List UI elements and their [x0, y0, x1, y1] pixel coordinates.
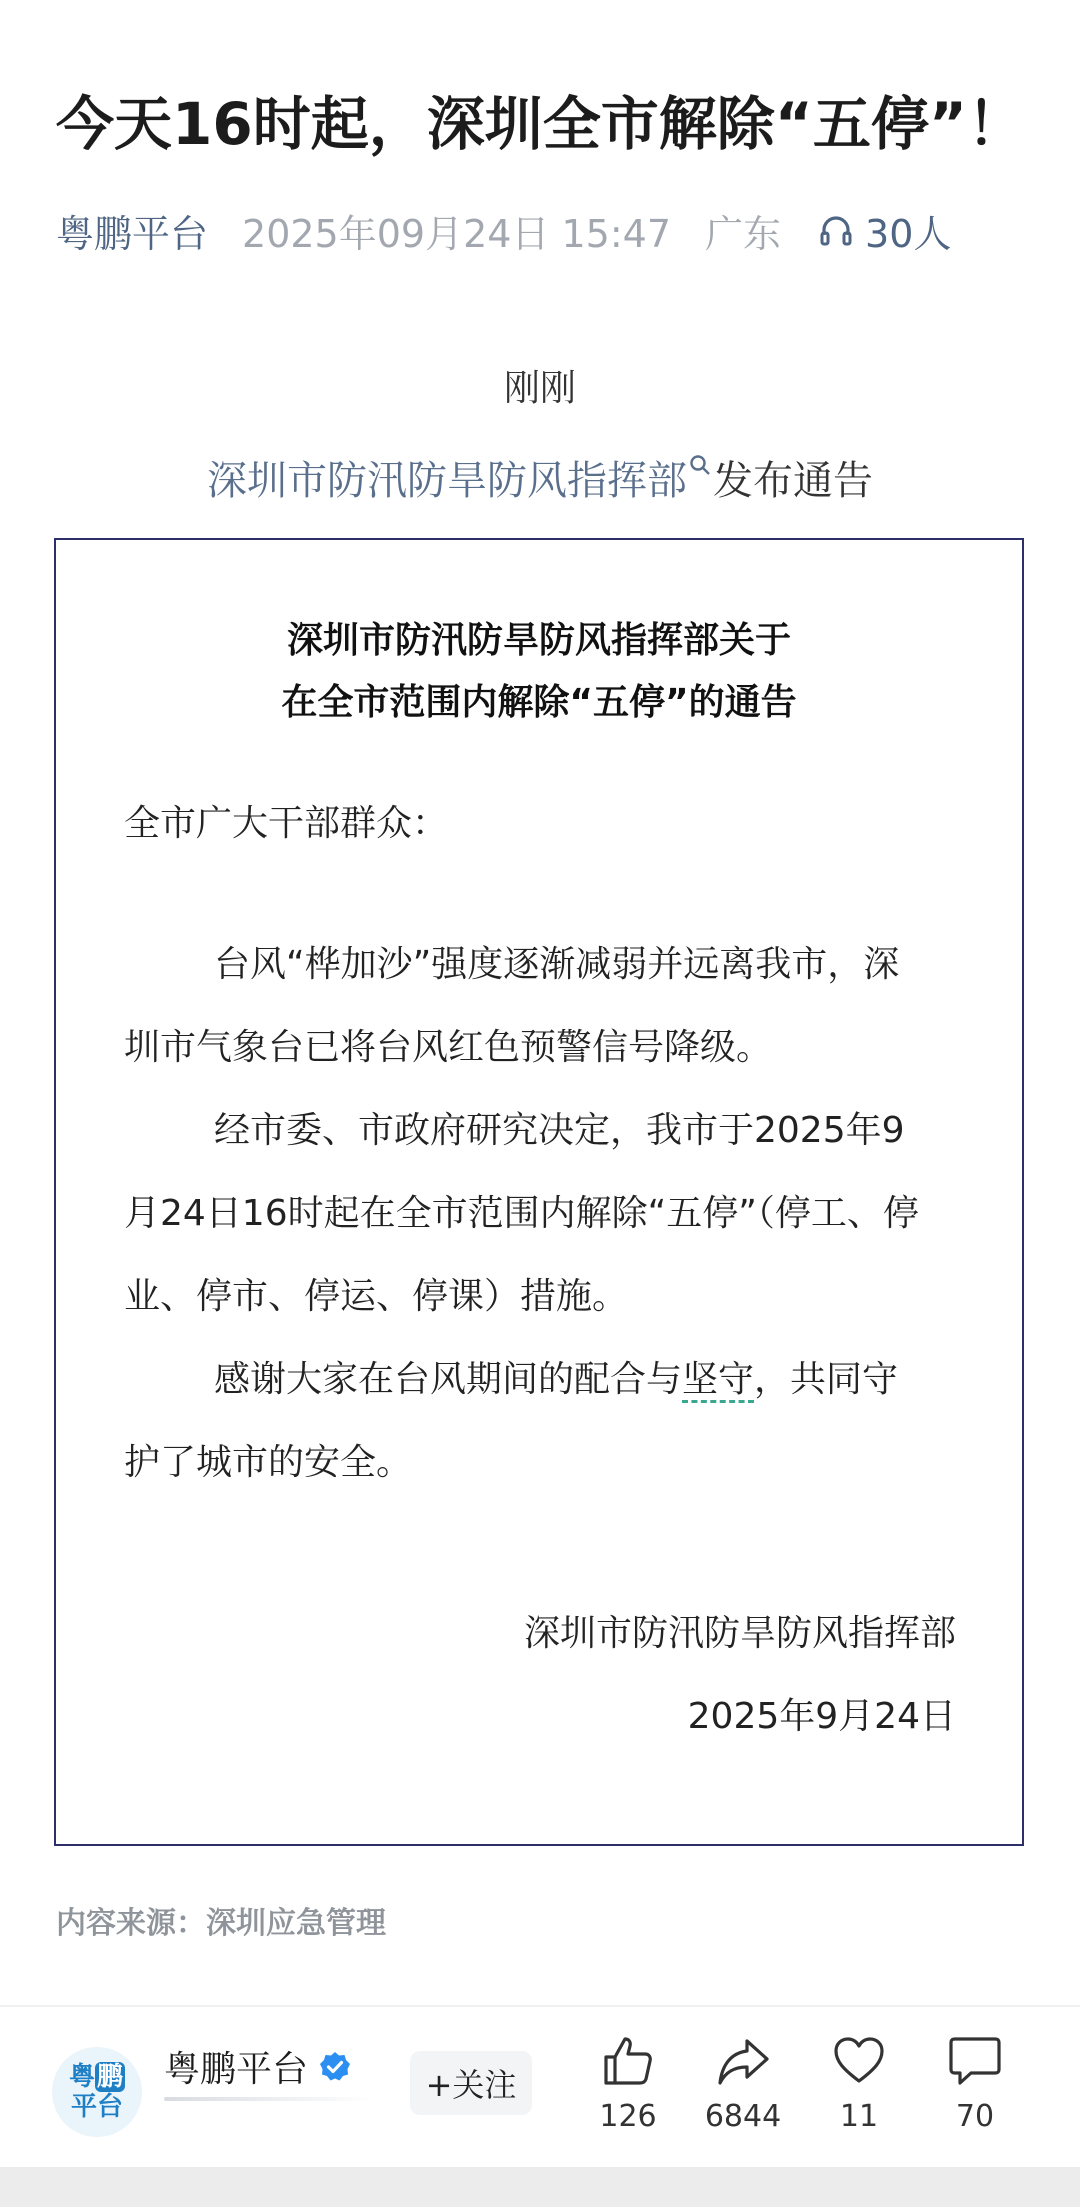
listener-count: 30人: [865, 211, 952, 256]
share-button[interactable]: [688, 2033, 798, 2134]
account-name[interactable]: [164, 2041, 352, 2092]
heart-icon: [831, 2033, 887, 2089]
author-link[interactable]: 粤鹏平台: [56, 211, 209, 256]
notice-p3-line1-a: 感谢大家在台风期间的配合与: [214, 1359, 683, 1400]
notice-p2-line1: 经市委、市政府研究决定，我市于2025年9: [214, 1110, 905, 1151]
notice-p2-line3: 业、停市、停运、停课）措施。: [124, 1276, 629, 1317]
verified-badge-icon: [318, 2050, 352, 2084]
issuer-rest-text: 发布通告: [713, 458, 873, 504]
notice-salutation: 全市广大干部群众：: [124, 803, 449, 844]
article-meta: [56, 200, 951, 260]
avatar-char: 鹏: [97, 2062, 124, 2092]
share-arrow-icon: [715, 2033, 771, 2089]
keyword-link[interactable]: 坚守: [682, 1359, 754, 1403]
article-title: 今天16时起，深圳全市解除“五停”！: [56, 90, 1025, 158]
bottom-action-bar: [0, 2007, 1080, 2167]
notice-signature-date: 2025年9月24日: [687, 1696, 956, 1737]
issuer-line: [0, 440, 1080, 506]
comment-bubble-icon: [947, 2033, 1003, 2089]
thumbs-up-icon: [600, 2033, 656, 2089]
notice-p2-line2: 月24日16时起在全市范围内解除“五停”（停工、停: [124, 1193, 919, 1234]
notice-title-line1: 深圳市防汛防旱防风指挥部关于: [286, 620, 791, 661]
avatar-char: 平台: [70, 2092, 123, 2122]
like-count: 126: [599, 2099, 657, 2134]
listen-button[interactable]: [819, 203, 951, 258]
publish-region: 广东: [705, 211, 782, 256]
avatar[interactable]: [52, 2047, 142, 2137]
avatar-char: 粤: [68, 2062, 95, 2092]
notice-p3-line2: 护了城市的安全。: [124, 1442, 413, 1483]
account-subline: [164, 2097, 374, 2101]
system-nav-strip: [0, 2167, 1080, 2207]
search-icon[interactable]: [689, 440, 711, 486]
follow-button[interactable]: +关注: [410, 2051, 532, 2115]
notice-paragraph-3: [124, 1338, 964, 1504]
publish-datetime: 2025年09月24日 15:47: [242, 211, 672, 256]
comment-count: 70: [955, 2099, 995, 2134]
notice-signature-org: 深圳市防汛防旱防风指挥部: [523, 1613, 956, 1654]
time-label: 刚刚: [503, 368, 576, 409]
favorite-button[interactable]: [804, 2033, 914, 2134]
account-name-label: 粤鹏平台: [164, 2049, 309, 2090]
notice-paragraph-1: [124, 923, 964, 1089]
favorite-count: 11: [839, 2099, 879, 2134]
notice-p1-line1: 台风“桦加沙”强度逐渐减弱并远离我市，深: [214, 944, 900, 985]
notice-paragraph-2: [124, 1089, 964, 1338]
notice-document: [54, 538, 1024, 1846]
content-source: 内容来源：深圳应急管理: [56, 1906, 386, 1941]
notice-p1-line2: 圳市气象台已将台风红色预警信号降级。: [124, 1027, 773, 1068]
issuer-search-link[interactable]: 深圳市防汛防旱防风指挥部: [207, 458, 687, 504]
notice-title-line2: 在全市范围内解除“五停”的通告: [281, 682, 797, 723]
comment-button[interactable]: [920, 2033, 1030, 2134]
notice-p3-line1-c: ，共同守: [754, 1359, 899, 1400]
share-count: 6844: [704, 2099, 782, 2134]
notice-title: [56, 610, 1022, 734]
like-button[interactable]: [573, 2033, 683, 2134]
headphones-icon: [819, 213, 853, 247]
